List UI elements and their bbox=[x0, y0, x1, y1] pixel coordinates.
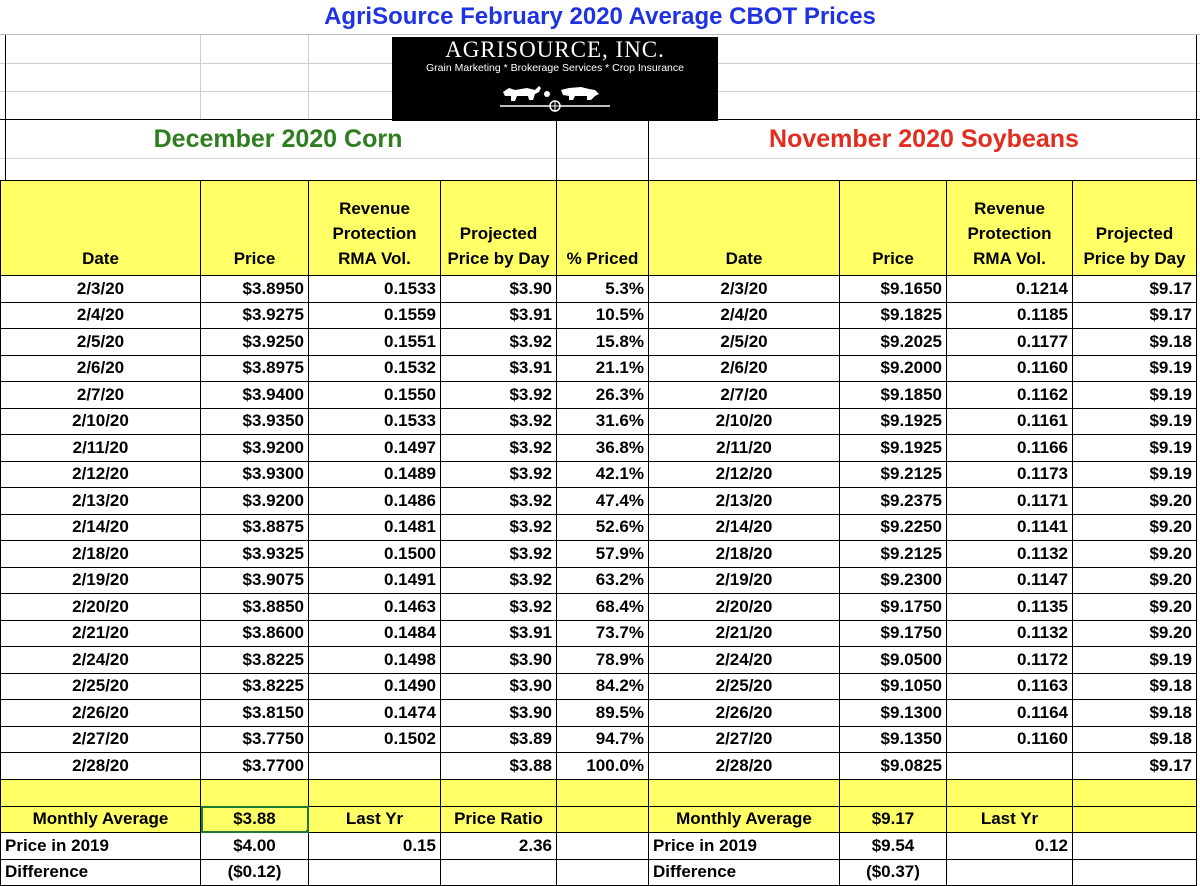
table-row bbox=[1, 700, 1197, 727]
header-soy-projected-price: Projected Price by Day bbox=[1073, 181, 1197, 276]
soy-projected-price-cell[interactable]: $9.19 bbox=[1073, 408, 1197, 435]
soy-date-cell[interactable]: 2/26/20 bbox=[649, 700, 840, 727]
corn-projected-price-cell[interactable]: $3.88 bbox=[441, 753, 557, 780]
empty-cell[interactable] bbox=[840, 779, 947, 806]
price-2019-row bbox=[1, 833, 1197, 860]
corn-revenue-protection-cell[interactable]: 0.1484 bbox=[309, 620, 441, 647]
corn-date-cell[interactable]: 2/18/20 bbox=[1, 541, 201, 568]
soy-projected-price-cell[interactable]: $9.20 bbox=[1073, 488, 1197, 515]
soy-revenue-protection-cell[interactable] bbox=[947, 753, 1073, 780]
corn-revenue-protection-cell[interactable]: 0.1497 bbox=[309, 435, 441, 462]
soy-revenue-protection-cell[interactable]: 0.1177 bbox=[947, 329, 1073, 356]
soy-projected-price-cell[interactable]: $9.17 bbox=[1073, 276, 1197, 303]
percent-priced-cell[interactable]: 94.7% bbox=[557, 726, 649, 753]
soy-last-yr-value[interactable]: 0.12 bbox=[947, 833, 1073, 860]
table-row bbox=[1, 541, 1197, 568]
soy-projected-price-cell[interactable]: $9.20 bbox=[1073, 514, 1197, 541]
corn-price-cell[interactable]: $3.9275 bbox=[201, 302, 309, 329]
table-row bbox=[1, 276, 1197, 303]
soy-revenue-protection-cell[interactable]: 0.1173 bbox=[947, 461, 1073, 488]
soy-price-cell[interactable]: $9.1050 bbox=[840, 673, 947, 700]
empty-cell[interactable] bbox=[309, 779, 441, 806]
monthly-average-label[interactable]: Monthly Average bbox=[1, 806, 201, 833]
percent-priced-cell[interactable]: 89.5% bbox=[557, 700, 649, 727]
header-soy-revenue-protection: Revenue Protection RMA Vol. bbox=[947, 181, 1073, 276]
soy-revenue-protection-cell[interactable]: 0.1163 bbox=[947, 673, 1073, 700]
empty-cell[interactable] bbox=[1073, 779, 1197, 806]
table-row bbox=[1, 514, 1197, 541]
soy-projected-price-cell[interactable]: $9.19 bbox=[1073, 382, 1197, 409]
corn-revenue-protection-cell[interactable]: 0.1551 bbox=[309, 329, 441, 356]
corn-revenue-protection-cell[interactable]: 0.1550 bbox=[309, 382, 441, 409]
corn-price-cell[interactable]: $3.8875 bbox=[201, 514, 309, 541]
soy-projected-price-cell[interactable]: $9.17 bbox=[1073, 753, 1197, 780]
corn-revenue-protection-cell[interactable]: 0.1500 bbox=[309, 541, 441, 568]
soy-revenue-protection-cell[interactable]: 0.1132 bbox=[947, 541, 1073, 568]
fill-handle[interactable] bbox=[306, 830, 309, 833]
table-row bbox=[1, 567, 1197, 594]
title-divider bbox=[0, 34, 1200, 35]
header-corn-date: Date bbox=[1, 181, 201, 276]
corn-revenue-protection-cell[interactable]: 0.1491 bbox=[309, 567, 441, 594]
agrisource-logo bbox=[392, 37, 718, 121]
soy-price-cell[interactable]: $9.1850 bbox=[840, 382, 947, 409]
percent-priced-cell[interactable]: 63.2% bbox=[557, 567, 649, 594]
percent-priced-cell[interactable]: 100.0% bbox=[557, 753, 649, 780]
soy-date-cell[interactable]: 2/13/20 bbox=[649, 488, 840, 515]
corn-revenue-protection-cell[interactable]: 0.1474 bbox=[309, 700, 441, 727]
soy-date-cell[interactable]: 2/27/20 bbox=[649, 726, 840, 753]
soy-price-cell[interactable]: $9.2250 bbox=[840, 514, 947, 541]
percent-priced-cell[interactable]: 42.1% bbox=[557, 461, 649, 488]
percent-priced-cell[interactable]: 10.5% bbox=[557, 302, 649, 329]
corn-projected-price-cell[interactable]: $3.91 bbox=[441, 302, 557, 329]
corn-revenue-protection-cell[interactable]: 0.1532 bbox=[309, 355, 441, 382]
percent-priced-cell[interactable]: 47.4% bbox=[557, 488, 649, 515]
soy-projected-price-cell[interactable]: $9.19 bbox=[1073, 461, 1197, 488]
soy-date-cell[interactable]: 2/28/20 bbox=[649, 753, 840, 780]
logo-tagline: Grain Marketing * Brokerage Services * Crop Insurance bbox=[426, 62, 684, 74]
corn-price-cell[interactable]: $3.9250 bbox=[201, 329, 309, 356]
soy-date-cell[interactable]: 2/5/20 bbox=[649, 329, 840, 356]
soy-revenue-protection-cell[interactable]: 0.1135 bbox=[947, 594, 1073, 621]
corn-projected-price-cell[interactable]: $3.89 bbox=[441, 726, 557, 753]
soy-difference[interactable]: ($0.37) bbox=[840, 859, 947, 886]
corn-revenue-protection-cell[interactable]: 0.1502 bbox=[309, 726, 441, 753]
corn-projected-price-cell[interactable]: $3.91 bbox=[441, 620, 557, 647]
corn-price-cell[interactable]: $3.9200 bbox=[201, 488, 309, 515]
soy-price-cell[interactable]: $9.1750 bbox=[840, 620, 947, 647]
table-spacer-row bbox=[1, 779, 1197, 806]
corn-price-cell[interactable]: $3.9325 bbox=[201, 541, 309, 568]
corn-revenue-protection-cell[interactable]: 0.1533 bbox=[309, 276, 441, 303]
soy-projected-price-cell[interactable]: $9.17 bbox=[1073, 302, 1197, 329]
corn-revenue-protection-cell[interactable] bbox=[309, 753, 441, 780]
corn-price-cell[interactable]: $3.9200 bbox=[201, 435, 309, 462]
corn-projected-price-cell[interactable]: $3.92 bbox=[441, 541, 557, 568]
soy-projected-price-cell[interactable]: $9.19 bbox=[1073, 355, 1197, 382]
empty-cell[interactable] bbox=[649, 779, 840, 806]
corn-date-cell[interactable]: 2/24/20 bbox=[1, 647, 201, 674]
page-title: AgriSource February 2020 Average CBOT Prices bbox=[324, 3, 876, 30]
table-row bbox=[1, 673, 1197, 700]
empty-cell[interactable] bbox=[441, 779, 557, 806]
percent-priced-cell[interactable]: 73.7% bbox=[557, 620, 649, 647]
table-row bbox=[1, 488, 1197, 515]
corn-projected-price-cell[interactable]: $3.92 bbox=[441, 567, 557, 594]
soy-revenue-protection-cell[interactable]: 0.1214 bbox=[947, 276, 1073, 303]
corn-price-cell[interactable]: $3.7750 bbox=[201, 726, 309, 753]
empty-cell[interactable] bbox=[201, 779, 309, 806]
corn-price-cell[interactable]: $3.8975 bbox=[201, 355, 309, 382]
corn-projected-price-cell[interactable]: $3.91 bbox=[441, 355, 557, 382]
soy-date-cell[interactable]: 2/3/20 bbox=[649, 276, 840, 303]
soy-date-cell[interactable]: 2/11/20 bbox=[649, 435, 840, 462]
corn-price-cell[interactable]: $3.9300 bbox=[201, 461, 309, 488]
soy-price-2019[interactable]: $9.54 bbox=[840, 833, 947, 860]
corn-projected-price-cell[interactable]: $3.90 bbox=[441, 647, 557, 674]
soy-date-cell[interactable]: 2/7/20 bbox=[649, 382, 840, 409]
soy-date-cell[interactable]: 2/12/20 bbox=[649, 461, 840, 488]
corn-date-cell[interactable]: 2/28/20 bbox=[1, 753, 201, 780]
corn-date-cell[interactable]: 2/12/20 bbox=[1, 461, 201, 488]
corn-date-cell[interactable]: 2/14/20 bbox=[1, 514, 201, 541]
soy-revenue-protection-cell[interactable]: 0.1166 bbox=[947, 435, 1073, 462]
soy-revenue-protection-cell[interactable]: 0.1160 bbox=[947, 355, 1073, 382]
header-soy-date: Date bbox=[649, 181, 840, 276]
soy-price-cell[interactable]: $9.1350 bbox=[840, 726, 947, 753]
corn-date-cell[interactable]: 2/5/20 bbox=[1, 329, 201, 356]
soy-date-cell[interactable]: 2/6/20 bbox=[649, 355, 840, 382]
soy-projected-price-cell[interactable]: $9.19 bbox=[1073, 435, 1197, 462]
corn-projected-price-cell[interactable]: $3.92 bbox=[441, 435, 557, 462]
soy-revenue-protection-cell[interactable]: 0.1160 bbox=[947, 726, 1073, 753]
table-row bbox=[1, 753, 1197, 780]
soy-price-cell[interactable]: $9.1650 bbox=[840, 276, 947, 303]
price-ratio-value[interactable]: 2.36 bbox=[441, 833, 557, 860]
header-corn-revenue-protection: Revenue Protection RMA Vol. bbox=[309, 181, 441, 276]
soy-revenue-protection-cell[interactable]: 0.1147 bbox=[947, 567, 1073, 594]
corn-date-cell[interactable]: 2/3/20 bbox=[1, 276, 201, 303]
corn-revenue-protection-cell[interactable]: 0.1489 bbox=[309, 461, 441, 488]
corn-price-cell[interactable]: $3.9400 bbox=[201, 382, 309, 409]
soy-monthly-average[interactable]: $9.17 bbox=[840, 806, 947, 833]
percent-priced-cell[interactable]: 78.9% bbox=[557, 647, 649, 674]
corn-price-cell[interactable]: $3.8150 bbox=[201, 700, 309, 727]
soy-price-cell[interactable]: $9.0825 bbox=[840, 753, 947, 780]
corn-date-cell[interactable]: 2/20/20 bbox=[1, 594, 201, 621]
corn-last-yr-label[interactable]: Last Yr bbox=[309, 806, 441, 833]
corn-revenue-protection-cell[interactable]: 0.1463 bbox=[309, 594, 441, 621]
empty-cell[interactable] bbox=[557, 779, 649, 806]
price-table bbox=[0, 180, 1197, 886]
soy-date-cell[interactable]: 2/14/20 bbox=[649, 514, 840, 541]
corn-date-cell[interactable]: 2/4/20 bbox=[1, 302, 201, 329]
soy-date-cell[interactable]: 2/24/20 bbox=[649, 647, 840, 674]
soy-projected-price-cell[interactable]: $9.19 bbox=[1073, 647, 1197, 674]
percent-priced-cell[interactable]: 5.3% bbox=[557, 276, 649, 303]
soy-date-cell[interactable]: 2/21/20 bbox=[649, 620, 840, 647]
table-row bbox=[1, 726, 1197, 753]
soy-revenue-protection-cell[interactable]: 0.1171 bbox=[947, 488, 1073, 515]
header-percent-priced: % Priced bbox=[557, 181, 649, 276]
soy-price-cell[interactable]: $9.1925 bbox=[840, 435, 947, 462]
soy-date-cell[interactable]: 2/18/20 bbox=[649, 541, 840, 568]
bull-bear-icon bbox=[495, 78, 615, 112]
corn-projected-price-cell[interactable]: $3.90 bbox=[441, 673, 557, 700]
corn-difference[interactable]: ($0.12) bbox=[201, 859, 309, 886]
corn-price-cell[interactable]: $3.8225 bbox=[201, 647, 309, 674]
table-row bbox=[1, 382, 1197, 409]
empty-cell[interactable] bbox=[309, 859, 441, 886]
soy-last-yr-label[interactable]: Last Yr bbox=[947, 806, 1073, 833]
corn-price-cell[interactable]: $3.9075 bbox=[201, 567, 309, 594]
corn-date-cell[interactable]: 2/10/20 bbox=[1, 408, 201, 435]
table-row bbox=[1, 355, 1197, 382]
soy-price-cell[interactable]: $9.1300 bbox=[840, 700, 947, 727]
soy-date-cell[interactable]: 2/4/20 bbox=[649, 302, 840, 329]
soy-revenue-protection-cell[interactable]: 0.1172 bbox=[947, 647, 1073, 674]
soy-difference-label[interactable]: Difference bbox=[649, 859, 840, 886]
soy-price-cell[interactable]: $9.1750 bbox=[840, 594, 947, 621]
soy-price-cell[interactable]: $9.2300 bbox=[840, 567, 947, 594]
corn-date-cell[interactable]: 2/7/20 bbox=[1, 382, 201, 409]
monthly-average-row bbox=[1, 806, 1197, 833]
soy-revenue-protection-cell[interactable]: 0.1132 bbox=[947, 620, 1073, 647]
corn-date-cell[interactable]: 2/21/20 bbox=[1, 620, 201, 647]
empty-cell[interactable] bbox=[557, 859, 649, 886]
soy-monthly-average-label[interactable]: Monthly Average bbox=[649, 806, 840, 833]
soy-price-cell[interactable]: $9.1825 bbox=[840, 302, 947, 329]
corn-price-cell[interactable]: $3.9350 bbox=[201, 408, 309, 435]
difference-label[interactable]: Difference bbox=[1, 859, 201, 886]
price-2019-label[interactable]: Price in 2019 bbox=[1, 833, 201, 860]
corn-revenue-protection-cell[interactable]: 0.1490 bbox=[309, 673, 441, 700]
corn-section-title: December 2020 Corn bbox=[153, 125, 403, 153]
gridline bbox=[308, 35, 309, 120]
table-row bbox=[1, 435, 1197, 462]
soy-price-cell[interactable]: $9.2125 bbox=[840, 461, 947, 488]
percent-priced-cell[interactable]: 26.3% bbox=[557, 382, 649, 409]
soy-revenue-protection-cell[interactable]: 0.1185 bbox=[947, 302, 1073, 329]
empty-cell[interactable] bbox=[1, 779, 201, 806]
empty-cell[interactable] bbox=[557, 806, 649, 833]
table-row bbox=[1, 302, 1197, 329]
corn-last-yr-value[interactable]: 0.15 bbox=[309, 833, 441, 860]
percent-priced-cell[interactable]: 84.2% bbox=[557, 673, 649, 700]
corn-price-cell[interactable]: $3.8850 bbox=[201, 594, 309, 621]
soy-projected-price-cell[interactable]: $9.18 bbox=[1073, 700, 1197, 727]
percent-priced-cell[interactable]: 36.8% bbox=[557, 435, 649, 462]
table-row bbox=[1, 647, 1197, 674]
header-soy-price: Price bbox=[840, 181, 947, 276]
corn-revenue-protection-cell[interactable]: 0.1486 bbox=[309, 488, 441, 515]
soy-projected-price-cell[interactable]: $9.20 bbox=[1073, 594, 1197, 621]
corn-projected-price-cell[interactable]: $3.92 bbox=[441, 488, 557, 515]
soy-price-cell[interactable]: $9.2000 bbox=[840, 355, 947, 382]
percent-priced-cell[interactable]: 15.8% bbox=[557, 329, 649, 356]
table-row bbox=[1, 408, 1197, 435]
percent-priced-cell[interactable]: 52.6% bbox=[557, 514, 649, 541]
soy-projected-price-cell[interactable]: $9.18 bbox=[1073, 329, 1197, 356]
soy-date-cell[interactable]: 2/10/20 bbox=[649, 408, 840, 435]
corn-projected-price-cell[interactable]: $3.92 bbox=[441, 408, 557, 435]
soy-revenue-protection-cell[interactable]: 0.1141 bbox=[947, 514, 1073, 541]
table-header-row bbox=[1, 181, 1197, 276]
corn-date-cell[interactable]: 2/25/20 bbox=[1, 673, 201, 700]
empty-cell[interactable] bbox=[1073, 859, 1197, 886]
corn-revenue-protection-cell[interactable]: 0.1533 bbox=[309, 408, 441, 435]
table-row bbox=[1, 620, 1197, 647]
empty-cell[interactable] bbox=[441, 859, 557, 886]
empty-cell[interactable] bbox=[947, 859, 1073, 886]
soybeans-section-title: November 2020 Soybeans bbox=[769, 125, 1079, 153]
table-row bbox=[1, 461, 1197, 488]
corn-price-2019[interactable]: $4.00 bbox=[201, 833, 309, 860]
percent-priced-cell[interactable]: 31.6% bbox=[557, 408, 649, 435]
soy-price-cell[interactable]: $9.1925 bbox=[840, 408, 947, 435]
corn-date-cell[interactable]: 2/27/20 bbox=[1, 726, 201, 753]
corn-price-cell[interactable]: $3.8600 bbox=[201, 620, 309, 647]
soy-revenue-protection-cell[interactable]: 0.1161 bbox=[947, 408, 1073, 435]
corn-date-cell[interactable]: 2/6/20 bbox=[1, 355, 201, 382]
soy-projected-price-cell[interactable]: $9.20 bbox=[1073, 541, 1197, 568]
percent-priced-cell[interactable]: 68.4% bbox=[557, 594, 649, 621]
gridline bbox=[556, 120, 557, 180]
header-corn-projected-price: Projected Price by Day bbox=[441, 181, 557, 276]
corn-monthly-average[interactable]: $3.88 bbox=[201, 806, 309, 833]
empty-cell[interactable] bbox=[557, 833, 649, 860]
corn-revenue-protection-cell[interactable]: 0.1481 bbox=[309, 514, 441, 541]
corn-revenue-protection-cell[interactable]: 0.1498 bbox=[309, 647, 441, 674]
empty-cell[interactable] bbox=[947, 779, 1073, 806]
soy-date-cell[interactable]: 2/20/20 bbox=[649, 594, 840, 621]
soy-revenue-protection-cell[interactable]: 0.1162 bbox=[947, 382, 1073, 409]
empty-cell[interactable] bbox=[1073, 806, 1197, 833]
soy-date-cell[interactable]: 2/25/20 bbox=[649, 673, 840, 700]
corn-date-cell[interactable]: 2/13/20 bbox=[1, 488, 201, 515]
corn-price-cell[interactable]: $3.7700 bbox=[201, 753, 309, 780]
header-corn-price: Price bbox=[201, 181, 309, 276]
table-row bbox=[1, 329, 1197, 356]
soy-projected-price-cell[interactable]: $9.20 bbox=[1073, 567, 1197, 594]
soy-price-cell[interactable]: $9.2375 bbox=[840, 488, 947, 515]
corn-projected-price-cell[interactable]: $3.92 bbox=[441, 461, 557, 488]
logo-company-name: AGRISOURCE, INC. bbox=[445, 37, 665, 62]
corn-projected-price-cell[interactable]: $3.92 bbox=[441, 329, 557, 356]
corn-projected-price-cell[interactable]: $3.92 bbox=[441, 594, 557, 621]
corn-projected-price-cell[interactable]: $3.92 bbox=[441, 382, 557, 409]
corn-revenue-protection-cell[interactable]: 0.1559 bbox=[309, 302, 441, 329]
corn-date-cell[interactable]: 2/19/20 bbox=[1, 567, 201, 594]
corn-price-cell[interactable]: $3.8950 bbox=[201, 276, 309, 303]
corn-date-cell[interactable]: 2/26/20 bbox=[1, 700, 201, 727]
percent-priced-cell[interactable]: 21.1% bbox=[557, 355, 649, 382]
table-row bbox=[1, 594, 1197, 621]
corn-projected-price-cell[interactable]: $3.90 bbox=[441, 276, 557, 303]
soy-revenue-protection-cell[interactable]: 0.1164 bbox=[947, 700, 1073, 727]
difference-row bbox=[1, 859, 1197, 886]
soy-projected-price-cell[interactable]: $9.18 bbox=[1073, 726, 1197, 753]
soy-projected-price-cell[interactable]: $9.20 bbox=[1073, 620, 1197, 647]
corn-date-cell[interactable]: 2/11/20 bbox=[1, 435, 201, 462]
soy-price-cell[interactable]: $9.2125 bbox=[840, 541, 947, 568]
empty-cell[interactable] bbox=[1073, 833, 1197, 860]
soy-date-cell[interactable]: 2/19/20 bbox=[649, 567, 840, 594]
corn-projected-price-cell[interactable]: $3.90 bbox=[441, 700, 557, 727]
soy-projected-price-cell[interactable]: $9.18 bbox=[1073, 673, 1197, 700]
price-ratio-label[interactable]: Price Ratio bbox=[441, 806, 557, 833]
corn-price-cell[interactable]: $3.8225 bbox=[201, 673, 309, 700]
soy-price-cell[interactable]: $9.0500 bbox=[840, 647, 947, 674]
gridline bbox=[200, 35, 201, 120]
percent-priced-cell[interactable]: 57.9% bbox=[557, 541, 649, 568]
corn-projected-price-cell[interactable]: $3.92 bbox=[441, 514, 557, 541]
soy-price-cell[interactable]: $9.2025 bbox=[840, 329, 947, 356]
soy-price-2019-label[interactable]: Price in 2019 bbox=[649, 833, 840, 860]
